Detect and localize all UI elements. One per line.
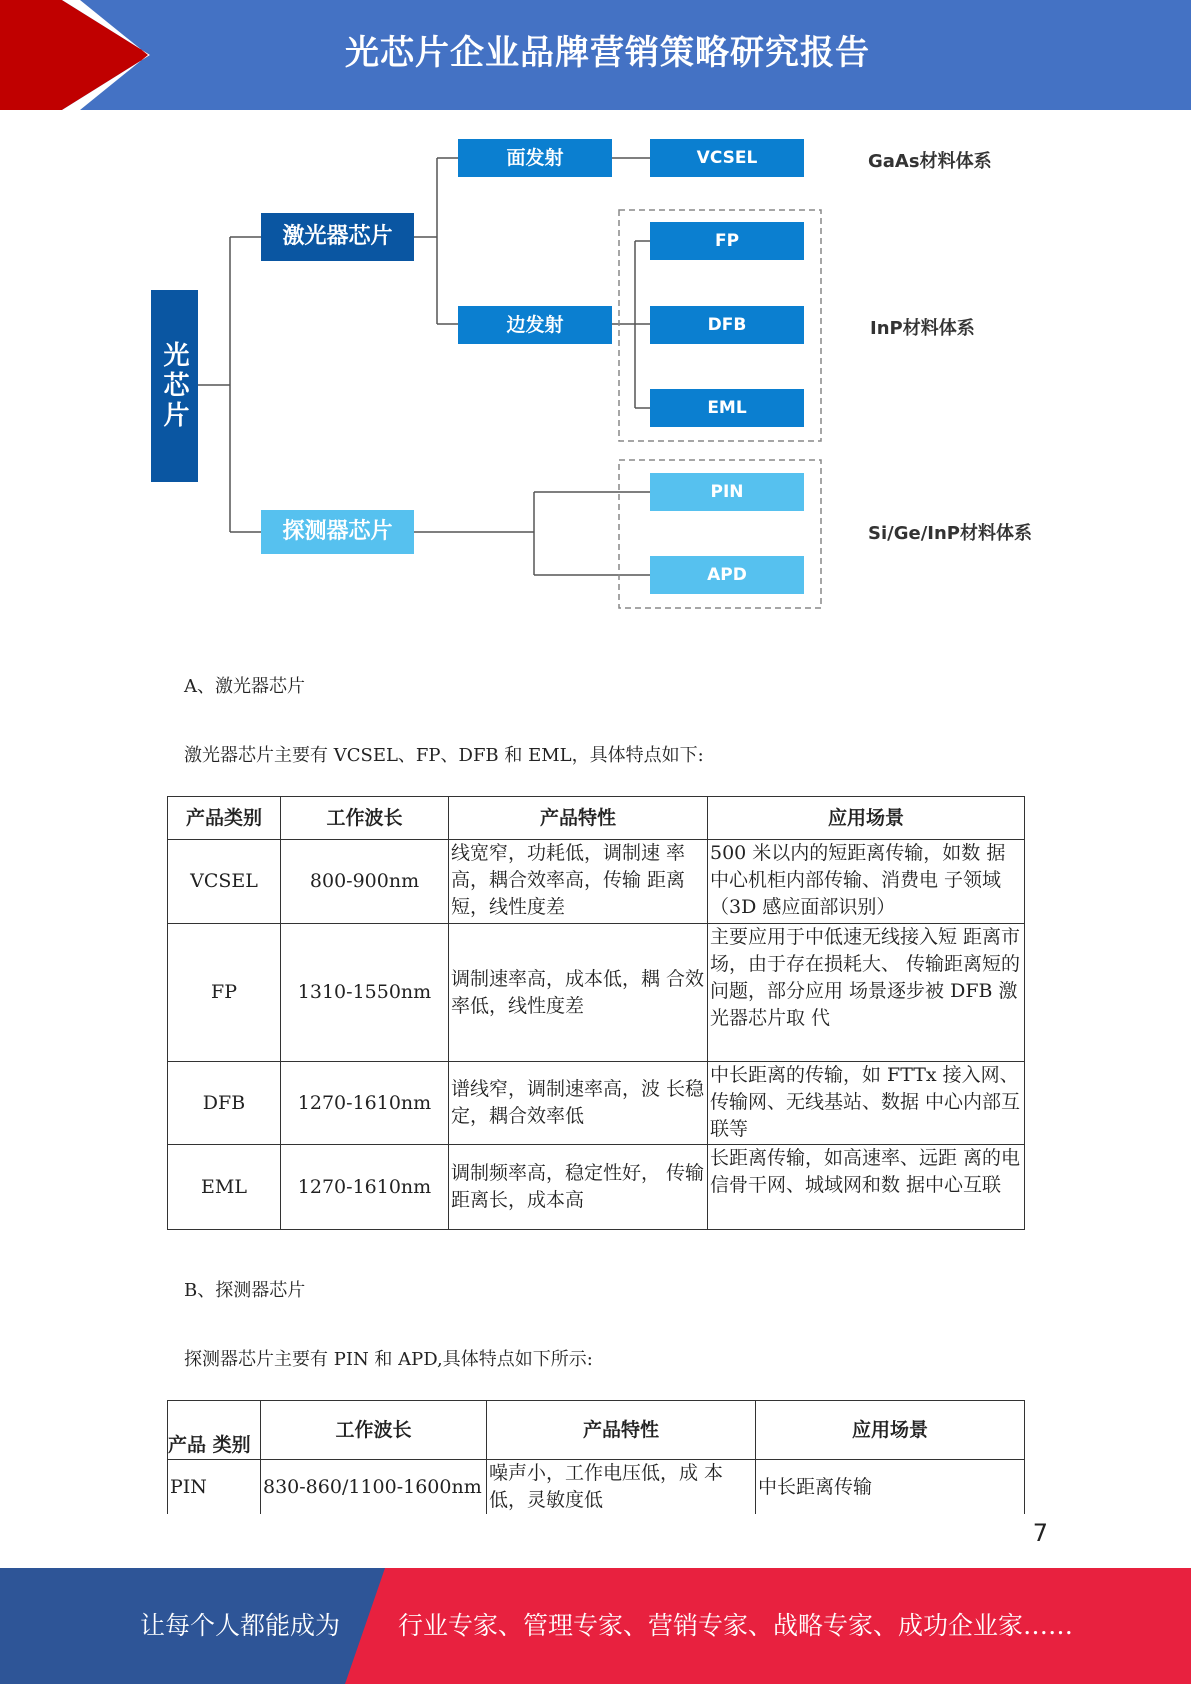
table-row <box>168 1460 1025 1515</box>
section-b-heading: B、探测器芯片 <box>184 1280 306 1301</box>
cell-wavelength: 830-860/1100-1600nm <box>261 1460 487 1515</box>
cell-category: VCSEL <box>168 840 281 924</box>
cell-application: 主要应用于中低速无线接入短 距离市场，由于存在损耗大、 传输距离短的问题，部分应用 场景逐步被 DFB 激光器芯片取 代 <box>708 924 1025 1062</box>
page-header <box>0 0 1191 110</box>
node-apd: APD <box>650 556 804 594</box>
node-vcsel: VCSEL <box>650 139 804 177</box>
node-fp: FP <box>650 222 804 260</box>
page-number: 7 <box>1032 1519 1048 1547</box>
node-pin: PIN <box>650 473 804 511</box>
footer-slogan-right: 行业专家、管理专家、营销专家、战略专家、成功企业家…… <box>398 1611 1074 1640</box>
table-row <box>168 840 1025 924</box>
section-a-intro: 激光器芯片主要有 VCSEL、FP、DFB 和 EML，具体特点如下: <box>184 745 704 766</box>
cell-features: 调制频率高，稳定性好， 传输距离长，成本高 <box>449 1145 708 1230</box>
cell-application: 中长距离传输 <box>756 1460 1025 1515</box>
table-row <box>168 924 1025 1062</box>
section-a-heading: A、激光器芯片 <box>184 676 305 697</box>
material-gaas: GaAs材料体系 <box>868 151 992 172</box>
node-dfb: DFB <box>650 306 804 344</box>
cell-category: DFB <box>168 1062 281 1145</box>
node-detector-chip: 探测器芯片 <box>261 510 414 554</box>
cell-wavelength: 1270-1610nm <box>281 1062 449 1145</box>
laser-chip-table <box>167 796 1025 1230</box>
node-surface-emitting: 面发射 <box>458 139 612 177</box>
cell-wavelength: 800-900nm <box>281 840 449 924</box>
chip-classification-diagram <box>0 110 1191 630</box>
cell-category: EML <box>168 1145 281 1230</box>
root-node-optical-chip: 光芯片 <box>151 290 198 482</box>
section-b-intro: 探测器芯片主要有 PIN 和 APD,具体特点如下所示: <box>184 1349 593 1370</box>
cell-features: 噪声小，工作电压低，成 本低，灵敏度低 <box>487 1460 756 1515</box>
cell-wavelength: 1270-1610nm <box>281 1145 449 1230</box>
header-cell: 应用场景 <box>708 797 1025 840</box>
table-header-row <box>168 797 1025 840</box>
table-header-row <box>168 1401 1025 1460</box>
detector-chip-table <box>167 1400 1025 1515</box>
material-si-ge-inp: Si/Ge/InP材料体系 <box>868 523 1032 544</box>
cell-application: 500 米以内的短距离传输，如数 据中心机柜内部传输、消费电 子领域（3D 感应面部识别） <box>708 840 1025 924</box>
table-row <box>168 1145 1025 1230</box>
header-cell: 工作波长 <box>261 1401 487 1460</box>
footer-slogan-left: 让每个人都能成为 <box>140 1611 341 1640</box>
header-cell: 产品类别 <box>168 797 281 840</box>
page-break-mask <box>150 1514 1050 1568</box>
cell-application: 中长距离的传输，如 FTTx 接入网、传输网、无线基站、数据 中心内部互联等 <box>708 1062 1025 1145</box>
header-cell: 产品特性 <box>449 797 708 840</box>
cell-features: 调制速率高，成本低，耦 合效率低，线性度差 <box>449 924 708 1062</box>
node-eml: EML <box>650 389 804 427</box>
page-footer <box>0 1568 1191 1684</box>
node-laser-chip: 激光器芯片 <box>261 213 414 261</box>
material-inp: InP材料体系 <box>870 318 975 339</box>
cell-features: 线宽窄，功耗低，调制速 率高，耦合效率高，传输 距离短，线性度差 <box>449 840 708 924</box>
cell-category: FP <box>168 924 281 1062</box>
cell-application: 长距离传输，如高速率、远距 离的电信骨干网、城域网和数 据中心互联 <box>708 1145 1025 1230</box>
cell-wavelength: 1310-1550nm <box>281 924 449 1062</box>
report-title: 光芯片企业品牌营销策略研究报告 <box>345 33 870 73</box>
header-cell: 工作波长 <box>281 797 449 840</box>
cell-category: PIN <box>168 1460 261 1515</box>
node-edge-emitting: 边发射 <box>458 306 612 344</box>
header-cell: 产品 类别 <box>168 1401 261 1460</box>
header-cell: 应用场景 <box>756 1401 1025 1460</box>
table-row <box>168 1062 1025 1145</box>
header-cell: 产品特性 <box>487 1401 756 1460</box>
cell-features: 谱线窄，调制速率高，波 长稳定，耦合效率低 <box>449 1062 708 1145</box>
